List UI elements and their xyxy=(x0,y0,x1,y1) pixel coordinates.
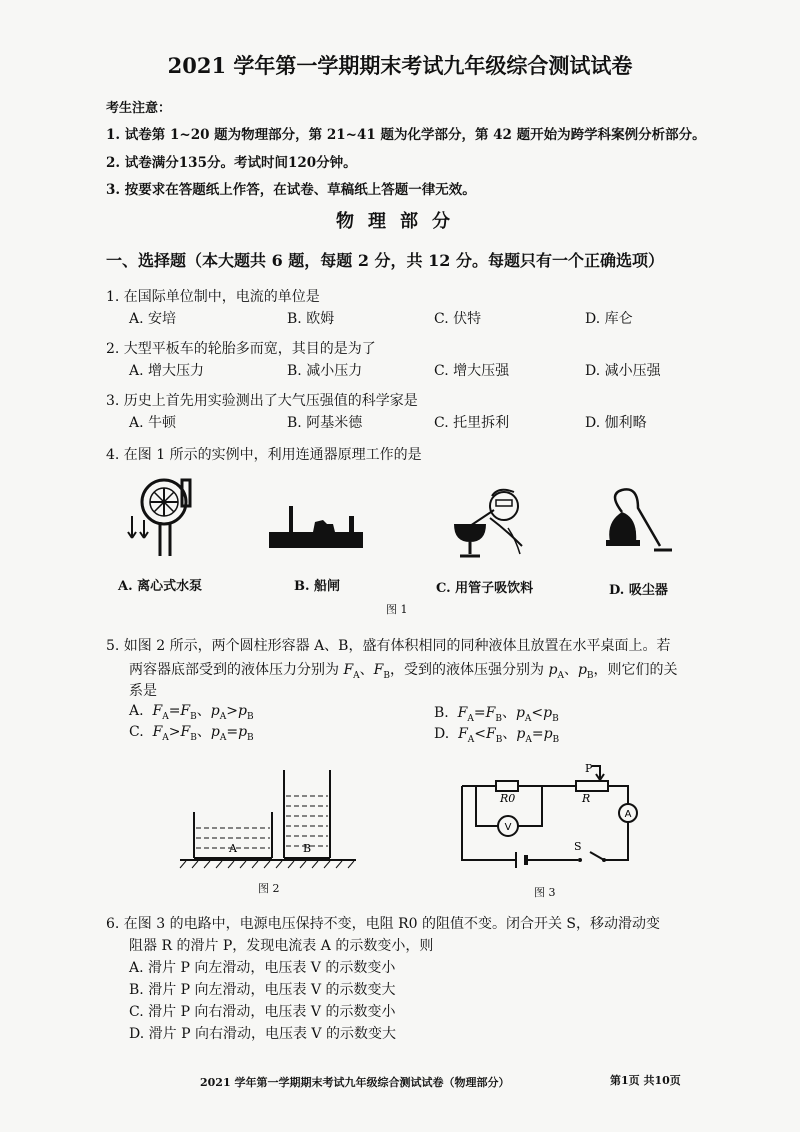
exam-title: 2021 学年第一学期期末考试九年级综合测试试卷 xyxy=(167,53,633,78)
notice-item-3: 3. 按要求在答题纸上作答，在试卷、草稿纸上答题一律无效。 xyxy=(106,182,476,198)
section-title: 物理部分 xyxy=(336,211,464,232)
figure1-pump xyxy=(128,476,208,556)
notice-item-1: 1. 试卷第 1~20 题为物理部分，第 21~41 题为化学部分，第 42 题开始为跨学科案例分析部分。 xyxy=(106,127,706,143)
q2-option-a: A. 增大压力 xyxy=(129,363,205,379)
part1-heading: 一、选择题（本大题共 6 题，每题 2 分，共 12 分。每题只有一个正确选项） xyxy=(106,251,664,270)
figure1-straw-drinking xyxy=(446,488,526,560)
q5-option-a: A. $F_A=F_B$、$p_A>p_B$ xyxy=(129,703,254,722)
footer-title: 2021 学年第一学期期末考试九年级综合测试试卷（物理部分） xyxy=(200,1076,510,1089)
figure3-label-r0: R0 xyxy=(500,792,516,805)
q3-stem: 3. 历史上首先用实验测出了大气压强值的科学家是 xyxy=(106,393,418,409)
figure1-vacuum-cleaner xyxy=(598,488,678,558)
q6-option-c: C. 滑片 P 向右滑动，电压表 V 的示数变小 xyxy=(129,1004,396,1020)
q5-option-b: B. $F_A=F_B$、$p_A<p_B$ xyxy=(434,705,559,724)
figure1-caption-d: D. 吸尘器 xyxy=(609,583,668,598)
q5-line1: 5. 如图 2 所示，两个圆柱形容器 A、B，盛有体积相同的同种液体且放置在水平桌面上。若 xyxy=(106,638,671,654)
q3-option-b: B. 阿基米德 xyxy=(287,415,363,431)
figure3-voltmeter: V xyxy=(504,822,512,833)
figure1-caption-a: A. 离心式水泵 xyxy=(118,579,203,594)
q1-option-d: D. 库仑 xyxy=(585,311,633,327)
q6-option-d: D. 滑片 P 向右滑动，电压表 V 的示数变大 xyxy=(129,1026,396,1042)
figure2-label-a: A xyxy=(229,842,237,855)
figure3-circuit xyxy=(450,764,650,874)
figure3-label-s: S xyxy=(574,840,582,853)
q1-option-a: A. 安培 xyxy=(129,311,177,327)
footer-page-number: 第1页 共10页 xyxy=(610,1074,681,1087)
figure1-caption-b: B. 船闸 xyxy=(294,579,341,594)
q2-option-c: C. 增大压强 xyxy=(434,363,510,379)
q6-option-b: B. 滑片 P 向左滑动，电压表 V 的示数变大 xyxy=(129,982,396,998)
q1-option-b: B. 欧姆 xyxy=(287,311,335,327)
q1-option-c: C. 伏特 xyxy=(434,311,482,327)
notice-heading: 考生注意： xyxy=(106,101,172,116)
q5-option-d: D. $F_A<F_B$、$p_A=p_B$ xyxy=(434,726,560,745)
figure1-label: 图 1 xyxy=(386,603,408,616)
figure3-label-r: R xyxy=(582,792,591,805)
q6-option-a: A. 滑片 P 向左滑动，电压表 V 的示数变小 xyxy=(129,960,396,976)
q1-stem: 1. 在国际单位制中，电流的单位是 xyxy=(106,289,320,305)
q3-option-c: C. 托里拆利 xyxy=(434,415,510,431)
q5-option-c: C. $F_A>F_B$、$p_A=p_B$ xyxy=(129,724,254,743)
figure2-label-b: B xyxy=(302,842,312,855)
figure3-ammeter: A xyxy=(624,809,632,820)
figure1-caption-c: C. 用管子吸饮料 xyxy=(436,581,534,596)
q4-stem: 4. 在图 1 所示的实例中，利用连通器原理工作的是 xyxy=(106,447,422,463)
figure3-label: 图 3 xyxy=(534,886,556,899)
figure2-containers xyxy=(180,764,360,868)
q2-stem: 2. 大型平板车的轮胎多而宽，其目的是为了 xyxy=(106,341,376,357)
q3-option-d: D. 伽利略 xyxy=(585,415,647,431)
figure2-label: 图 2 xyxy=(258,882,280,895)
q6-line2: 阻器 R 的滑片 P，发现电流表 A 的示数变小，则 xyxy=(129,938,434,954)
notice-item-2: 2. 试卷满分135分。考试时间120分钟。 xyxy=(106,155,357,171)
figure1-ship-lock xyxy=(269,500,364,552)
q5-line3: 系是 xyxy=(129,683,157,699)
q2-option-b: B. 减小压力 xyxy=(287,363,363,379)
figure3-label-p: P xyxy=(585,762,593,775)
q2-option-d: D. 减小压强 xyxy=(585,363,661,379)
q5-line2: 两容器底部受到的液体压力分别为 $F_A$、$F_B$，受到的液体压强分别为 $p_A$、$p_B$，则它们的关 xyxy=(129,662,678,681)
q6-line1: 6. 在图 3 的电路中，电源电压保持不变，电阻 R0 的阻值不变。闭合开关 S，移动滑动变 xyxy=(106,916,661,932)
q3-option-a: A. 牛顿 xyxy=(129,415,177,431)
